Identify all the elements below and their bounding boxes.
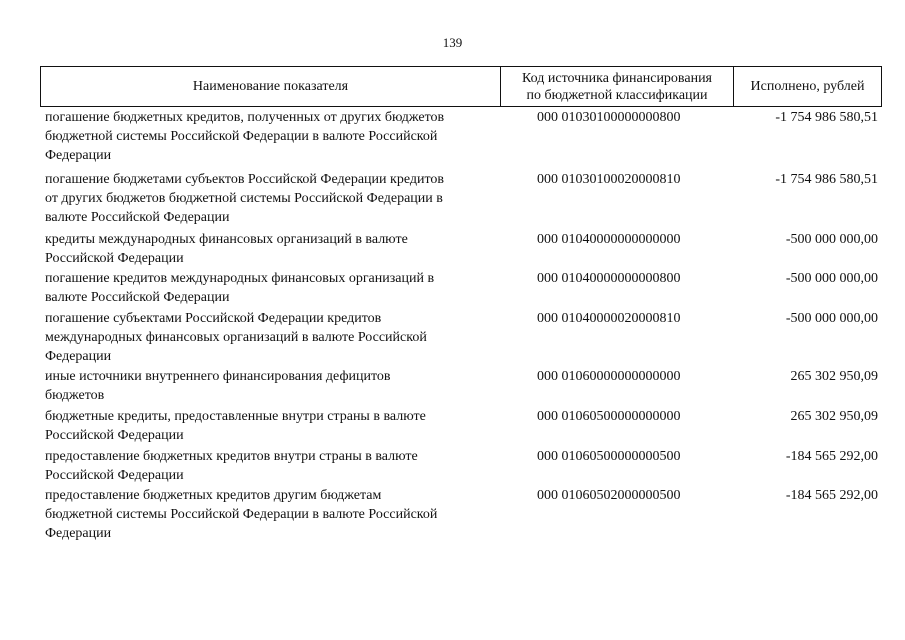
name-line: Российской Федерации xyxy=(45,428,184,443)
row-source-code: 000 01040000020000810 xyxy=(537,311,681,326)
row-source-code: 000 01060502000000500 xyxy=(537,488,681,503)
name-line: погашение бюджетных кредитов, полученных от других бюджетов xyxy=(45,110,445,125)
name-line: погашение субъектами Российской Федерации кредитов xyxy=(45,311,382,326)
row-source-code: 000 01060000000000000 xyxy=(537,369,681,384)
name-line: Федерации xyxy=(45,148,112,163)
name-line: бюджетной системы Российской Федерации в валюте Российской xyxy=(45,129,438,144)
row-source-code: 000 01040000000000800 xyxy=(537,271,681,286)
name-line: валюте Российской Федерации xyxy=(45,290,230,305)
name-line: кредиты международных финансовых организаций в валюте xyxy=(45,232,408,247)
table-row xyxy=(40,170,882,230)
row-source-code: 000 01060500000000500 xyxy=(537,449,681,464)
table-row xyxy=(40,367,882,407)
table-header xyxy=(40,66,882,107)
row-executed-amount: 265 302 950,09 xyxy=(790,369,878,384)
row-source-code: 000 01030100000000800 xyxy=(537,110,681,125)
row-executed-amount: 265 302 950,09 xyxy=(790,409,878,424)
page-number: 139 xyxy=(442,35,463,50)
name-line: от других бюджетов бюджетной системы Российской Федерации в xyxy=(45,191,443,206)
row-indicator-name xyxy=(45,269,505,307)
row-executed-amount: -500 000 000,00 xyxy=(785,311,878,326)
name-line: валюте Российской Федерации xyxy=(45,210,230,225)
name-line: иные источники внутреннего финансирования дефицитов xyxy=(45,369,391,384)
row-indicator-name xyxy=(45,170,505,227)
table-row xyxy=(40,407,882,447)
row-indicator-name xyxy=(45,108,505,165)
row-source-code: 000 01040000000000000 xyxy=(537,232,681,247)
name-line: погашение кредитов международных финансовых организаций в xyxy=(45,271,435,286)
name-line: Российской Федерации xyxy=(45,468,184,483)
row-executed-amount: -1 754 986 580,51 xyxy=(775,172,878,187)
row-indicator-name xyxy=(45,486,505,543)
row-indicator-name xyxy=(45,407,505,445)
name-line: погашение бюджетами субъектов Российской Федерации кредитов xyxy=(45,172,445,187)
row-executed-amount: -184 565 292,00 xyxy=(785,449,878,464)
name-line: предоставление бюджетных кредитов другим бюджетам xyxy=(45,488,382,503)
row-indicator-name xyxy=(45,367,505,405)
table-body xyxy=(40,108,882,546)
table-row xyxy=(40,447,882,486)
name-line: международных финансовых организаций в валюте Российской xyxy=(45,330,427,345)
header-source-code-line1: Код источника финансирования xyxy=(522,70,712,86)
table-row xyxy=(40,486,882,546)
table-row xyxy=(40,309,882,367)
name-line: бюджетные кредиты, предоставленные внутри страны в валюте xyxy=(45,409,426,424)
header-indicator-name: Наименование показателя xyxy=(41,67,501,106)
table-row xyxy=(40,269,882,309)
row-source-code: 000 01060500000000000 xyxy=(537,409,681,424)
name-line: Федерации xyxy=(45,526,112,541)
row-indicator-name xyxy=(45,447,505,485)
row-indicator-name xyxy=(45,230,505,268)
header-source-code-line2: по бюджетной классификации xyxy=(526,87,708,103)
name-line: Федерации xyxy=(45,349,112,364)
row-executed-amount: -184 565 292,00 xyxy=(785,488,878,503)
name-line: бюджетной системы Российской Федерации в валюте Российской xyxy=(45,507,438,522)
header-source-code xyxy=(501,67,734,106)
row-executed-amount: -500 000 000,00 xyxy=(785,232,878,247)
name-line: предоставление бюджетных кредитов внутри страны в валюте xyxy=(45,449,418,464)
table-row xyxy=(40,108,882,170)
row-source-code: 000 01030100020000810 xyxy=(537,172,681,187)
table-row xyxy=(40,230,882,269)
name-line: Российской Федерации xyxy=(45,251,184,266)
header-executed-amount: Исполнено, рублей xyxy=(750,79,865,94)
row-indicator-name xyxy=(45,309,505,366)
row-executed-amount: -500 000 000,00 xyxy=(785,271,878,286)
name-line: бюджетов xyxy=(45,388,105,403)
row-executed-amount: -1 754 986 580,51 xyxy=(775,110,878,125)
